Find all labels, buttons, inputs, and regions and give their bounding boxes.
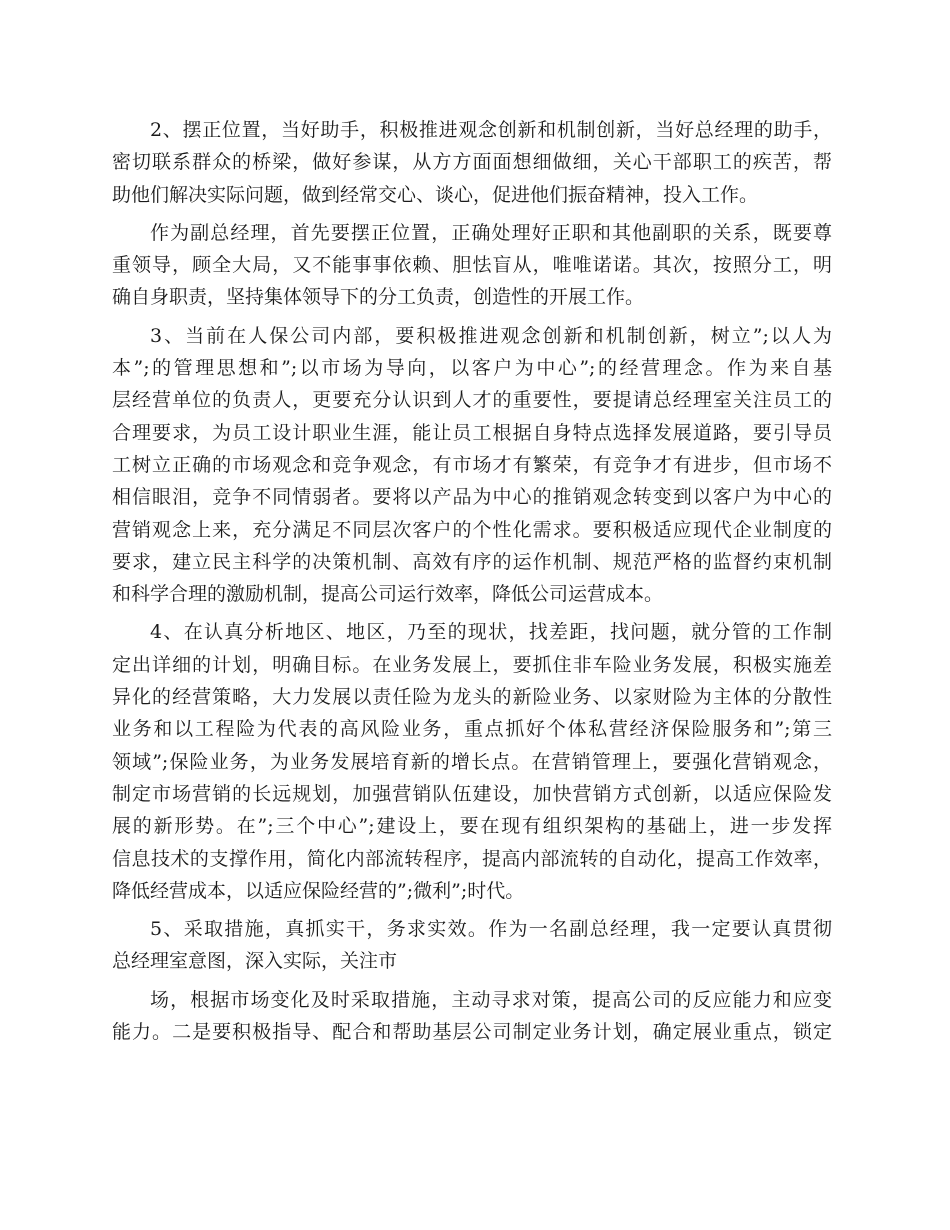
paragraph-line: 领域”;保险业务，为业务发展培育新的增长点。在营销管理上，要强化营销观念，	[112, 750, 832, 773]
paragraph-2	[112, 114, 832, 211]
paragraph-line: 信息技术的支撑作用，简化内部流转程序，提高内部流转的自动化，提高工作效率，	[112, 847, 832, 870]
paragraph-line: 工树立正确的市场观念和竞争观念，有市场才有繁荣，有竞争才有进步，但市场不	[112, 453, 832, 476]
paragraph-3	[112, 320, 832, 611]
paragraph-4	[112, 616, 832, 907]
paragraph-deputy-manager	[112, 217, 832, 314]
paragraph-line: 业务和以工程险为代表的高风险业务，重点抓好个体私营经济保险服务和”;第三	[112, 718, 832, 741]
paragraph-line: 2、摆正位置，当好助手，积极推进观念创新和机制创新，当好总经理的助手，	[150, 119, 832, 141]
paragraph-line: 密切联系群众的桥梁，做好参谋，从方方面面想细做细，关心干部职工的疾苦，帮	[112, 151, 832, 174]
paragraph-line: 确自身职责，坚持集体领导下的分工负责，创造性的开展工作。	[112, 286, 645, 309]
document-body	[112, 114, 832, 1048]
paragraph-5	[112, 913, 832, 978]
paragraph-line: 和科学合理的激励机制，提高公司运行效率，降低公司运营成本。	[112, 583, 664, 606]
paragraph-line: 4、在认真分析地区、地区，乃至的现状，找差距，找问题，就分管的工作制	[150, 621, 832, 644]
paragraph-line: 要求，建立民主科学的决策机制、高效有序的运作机制、规范严格的监督约束机制	[112, 550, 832, 573]
paragraph-line: 能力。二是要积极指导、配合和帮助基层公司制定业务计划，确定展业重点，锁定	[112, 1021, 832, 1044]
paragraph-line: 5、采取措施，真抓实干，务求实效。作为一名副总经理，我一定要认真贯彻	[150, 918, 832, 941]
paragraph-line: 3、当前在人保公司内部，要积极推进观念创新和机制创新，树立”;以人为	[150, 324, 832, 347]
paragraph-line: 作为副总经理，首先要摆正位置，正确处理好正职和其他副职的关系，既要尊	[150, 221, 832, 244]
paragraph-line: 营销观念上来，充分满足不同层次客户的个性化需求。要积极适应现代企业制度的	[112, 518, 832, 541]
paragraph-line: 重领导，顾全大局，又不能事事依赖、胆怯盲从，唯唯诺诺。其次，按照分工，明	[112, 254, 832, 277]
paragraph-line: 展的新形势。在”;三个中心”;建设上，要在现有组织架构的基础上，进一步发挥	[112, 815, 832, 838]
paragraph-line: 异化的经营策略，大力发展以责任险为龙头的新险业务、以家财险为主体的分散性	[112, 686, 832, 709]
paragraph-line: 定出详细的计划，明确目标。在业务发展上，要抓住非车险业务发展，积极实施差	[112, 653, 832, 676]
paragraph-line: 助他们解决实际问题，做到经常交心、谈心，促进他们振奋精神，投入工作。	[112, 183, 759, 206]
paragraph-line: 相信眼泪，竞争不同情弱者。要将以产品为中心的推销观念转变到以客户为中心的	[112, 486, 832, 509]
paragraph-line: 制定市场营销的长远规划，加强营销队伍建设，加快营销方式创新，以适应保险发	[112, 782, 832, 805]
paragraph-line: 层经营单位的负责人，更要充分认识到人才的重要性，要提请总经理室关注员工的	[112, 389, 832, 412]
paragraph-line: 合理要求，为员工设计职业生涯，能让员工根据自身特点选择发展道路，要引导员	[112, 421, 832, 444]
paragraph-line: 场，根据市场变化及时采取措施，主动寻求对策，提高公司的反应能力和应变	[150, 988, 832, 1011]
paragraph-market	[112, 984, 832, 1049]
paragraph-line: 本”;的管理思想和”;以市场为导向，以客户为中心”;的经营理念。作为来自基	[112, 357, 832, 380]
paragraph-line: 总经理室意图，深入实际，关注市	[112, 950, 398, 973]
paragraph-line: 降低经营成本，以适应保险经营的”;微利”;时代。	[112, 879, 525, 902]
